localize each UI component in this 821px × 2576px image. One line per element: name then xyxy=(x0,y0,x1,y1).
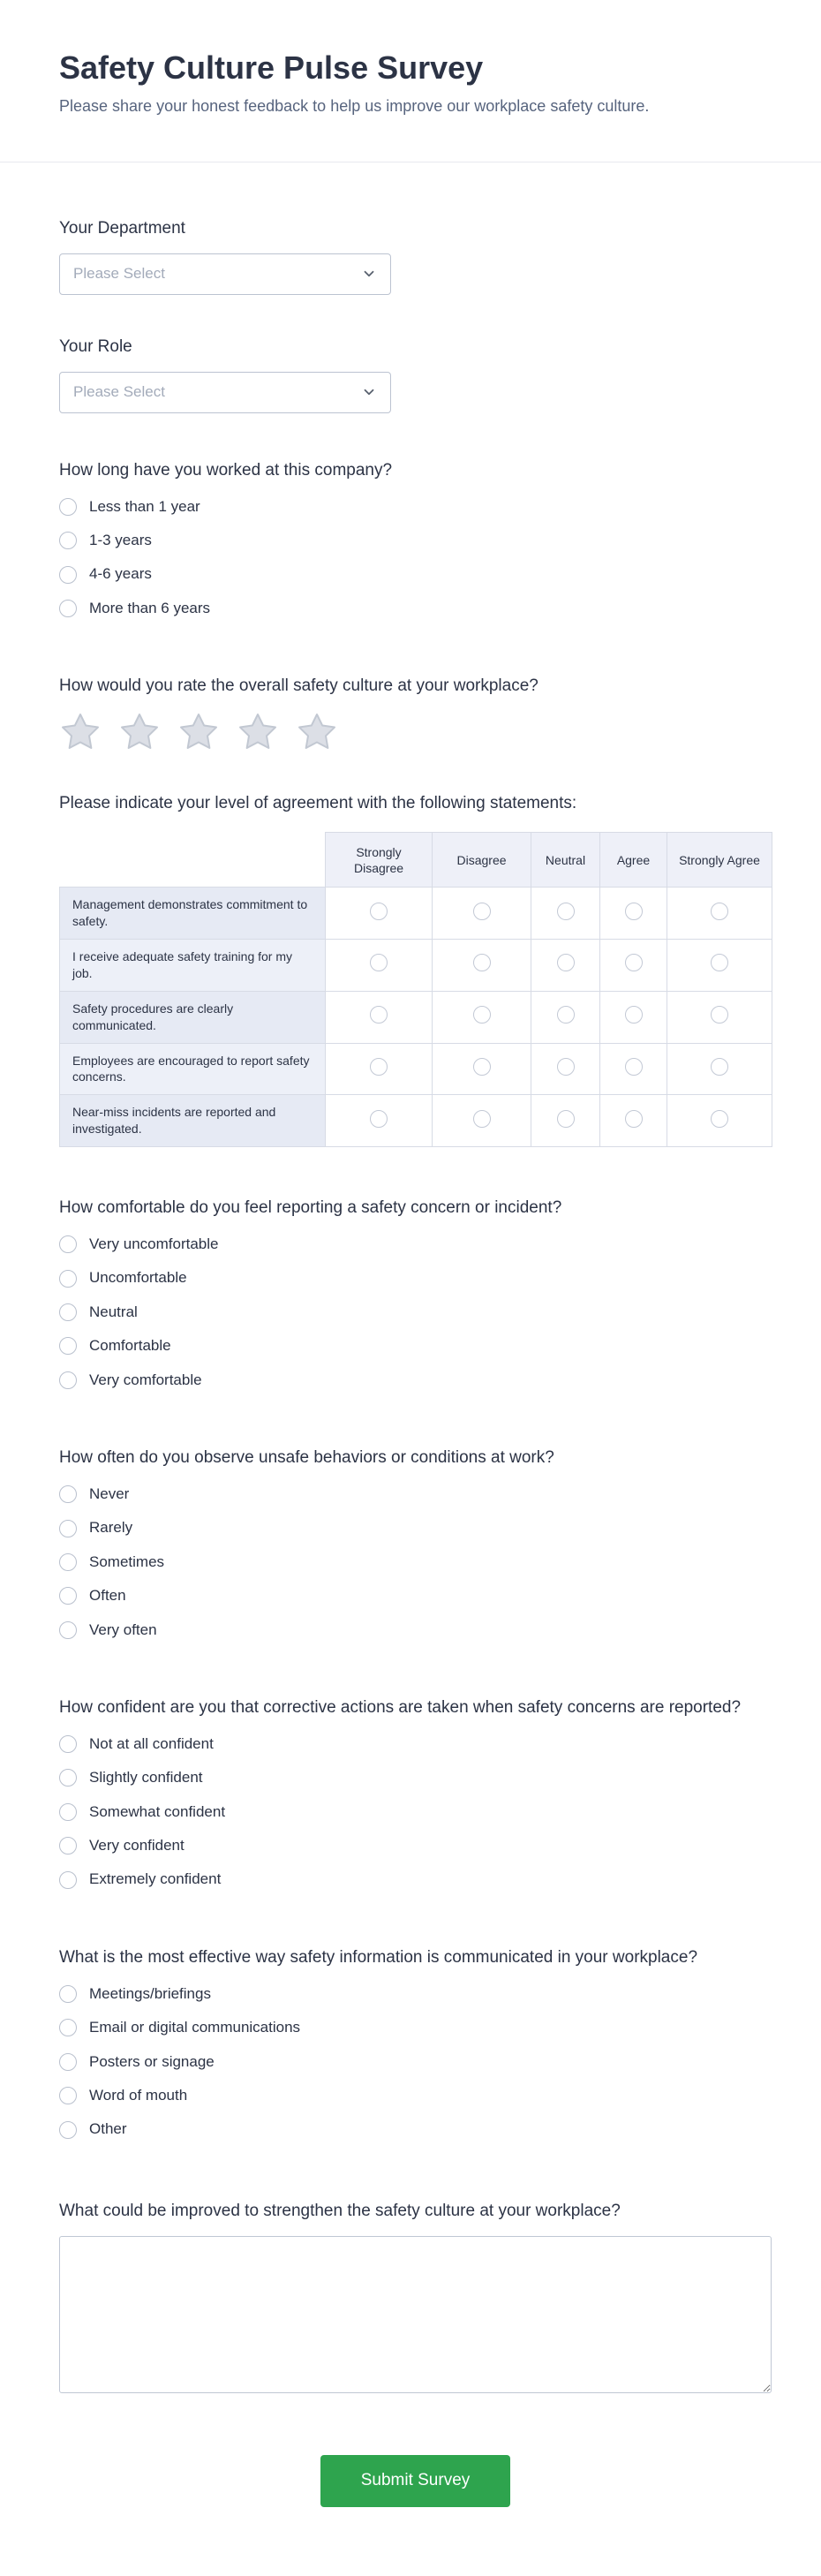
option-label: Often xyxy=(89,1587,126,1605)
radio-option-confidence-1[interactable] xyxy=(59,1761,203,1794)
radio-option-frequency-1[interactable] xyxy=(59,1511,132,1545)
radio-button[interactable] xyxy=(370,1058,388,1076)
radio-button[interactable] xyxy=(59,1270,77,1288)
radio-option-tenure-1[interactable] xyxy=(59,524,152,557)
overall-rating-label: How would you rate the overall safety culture at your workplace? xyxy=(59,676,539,696)
radio-button[interactable] xyxy=(59,1871,77,1889)
matrix-cell[interactable] xyxy=(600,939,667,991)
radio-button[interactable] xyxy=(711,1058,728,1076)
question-agreement-matrix xyxy=(59,792,772,1147)
radio-option-comfort-4[interactable] xyxy=(59,1364,202,1397)
chevron-down-icon xyxy=(361,384,377,400)
question-unsafe-frequency xyxy=(59,1447,772,1647)
radio-button[interactable] xyxy=(59,2087,77,2104)
option-label: 1-3 years xyxy=(89,532,152,549)
option-label: Not at all confident xyxy=(89,1734,214,1752)
radio-button[interactable] xyxy=(59,1803,77,1821)
matrix-cell[interactable] xyxy=(326,939,433,991)
matrix-cell[interactable] xyxy=(326,1095,433,1147)
radio-option-frequency-4[interactable] xyxy=(59,1613,157,1647)
agreement-matrix xyxy=(59,832,772,1147)
matrix-column-header: Disagree xyxy=(433,833,531,888)
radio-button[interactable] xyxy=(59,600,77,617)
radio-option-communication-0[interactable] xyxy=(59,1977,211,2011)
radio-option-communication-4[interactable] xyxy=(59,2112,127,2146)
radio-option-frequency-2[interactable] xyxy=(59,1545,164,1579)
survey-form xyxy=(0,162,821,2534)
radio-button[interactable] xyxy=(473,1110,491,1128)
star-icon[interactable] xyxy=(177,711,220,753)
matrix-cell[interactable] xyxy=(531,1095,600,1147)
option-label: Rarely xyxy=(89,1519,133,1537)
matrix-cell[interactable] xyxy=(667,888,772,940)
option-label: Posters or signage xyxy=(89,2052,215,2070)
radio-button[interactable] xyxy=(473,1006,491,1024)
matrix-row xyxy=(60,1043,772,1095)
matrix-row xyxy=(60,991,772,1043)
radio-button[interactable] xyxy=(59,1553,77,1571)
matrix-cell[interactable] xyxy=(326,1043,433,1095)
option-label: Very uncomfortable xyxy=(89,1235,219,1253)
matrix-cell[interactable] xyxy=(531,888,600,940)
chevron-down-icon xyxy=(361,266,377,282)
option-label: Email or digital communications xyxy=(89,2019,301,2036)
matrix-cell[interactable] xyxy=(600,991,667,1043)
matrix-column-header: Strongly Disagree xyxy=(326,833,433,888)
matrix-cell[interactable] xyxy=(326,991,433,1043)
matrix-cell[interactable] xyxy=(600,1043,667,1095)
radio-button[interactable] xyxy=(59,1485,77,1503)
radio-button[interactable] xyxy=(625,1058,643,1076)
radio-option-confidence-0[interactable] xyxy=(59,1727,214,1761)
matrix-cell[interactable] xyxy=(433,888,531,940)
radio-button[interactable] xyxy=(59,2053,77,2071)
radio-button[interactable] xyxy=(59,1303,77,1321)
matrix-row-label: Employees are encouraged to report safety concerns. xyxy=(60,1043,326,1095)
radio-option-comfort-0[interactable] xyxy=(59,1228,218,1261)
radio-button[interactable] xyxy=(557,1058,575,1076)
matrix-column-header: Strongly Agree xyxy=(667,833,772,888)
radio-option-tenure-3[interactable] xyxy=(59,592,210,625)
star-rating[interactable] xyxy=(59,711,772,753)
matrix-cell[interactable] xyxy=(433,1095,531,1147)
radio-button[interactable] xyxy=(59,2019,77,2036)
radio-option-confidence-2[interactable] xyxy=(59,1795,225,1829)
star-icon[interactable] xyxy=(118,711,161,753)
question-comfort-reporting xyxy=(59,1197,772,1397)
matrix-row-label: Management demonstrates commitment to safety. xyxy=(60,888,326,940)
matrix-cell[interactable] xyxy=(667,991,772,1043)
radio-button[interactable] xyxy=(370,954,388,971)
matrix-header-row xyxy=(60,833,772,888)
radio-button[interactable] xyxy=(557,1110,575,1128)
option-label: Very often xyxy=(89,1620,157,1638)
radio-button[interactable] xyxy=(473,954,491,971)
radio-option-tenure-0[interactable] xyxy=(59,490,200,524)
form-header xyxy=(0,0,821,162)
matrix-row-label: Near-miss incidents are reported and investigated. xyxy=(60,1095,326,1147)
matrix-row xyxy=(60,1095,772,1147)
agreement-matrix-label: Please indicate your level of agreement with the following statements: xyxy=(59,794,577,813)
matrix-row-label: Safety procedures are clearly communicated. xyxy=(60,991,326,1043)
radio-button[interactable] xyxy=(557,954,575,971)
radio-button[interactable] xyxy=(59,1337,77,1355)
department-select-placeholder: Please Select xyxy=(73,265,165,283)
matrix-row-label: I receive adequate safety training for my job. xyxy=(60,939,326,991)
radio-button[interactable] xyxy=(625,954,643,971)
option-label: Meetings/briefings xyxy=(89,1984,211,2002)
radio-button[interactable] xyxy=(473,1058,491,1076)
radio-button[interactable] xyxy=(59,532,77,549)
radio-button[interactable] xyxy=(557,903,575,920)
radio-option-tenure-2[interactable] xyxy=(59,557,152,591)
matrix-cell[interactable] xyxy=(667,1095,772,1147)
star-icon[interactable] xyxy=(59,711,102,753)
radio-button[interactable] xyxy=(370,903,388,920)
matrix-cell[interactable] xyxy=(667,939,772,991)
matrix-cell[interactable] xyxy=(600,1095,667,1147)
role-select-placeholder: Please Select xyxy=(73,383,165,401)
radio-button[interactable] xyxy=(557,1006,575,1024)
option-label: Comfortable xyxy=(89,1337,171,1355)
improvement-textarea[interactable] xyxy=(59,2236,772,2393)
radio-button[interactable] xyxy=(59,1985,77,2003)
option-label: Extremely confident xyxy=(89,1870,222,1888)
radio-option-comfort-2[interactable] xyxy=(59,1296,138,1329)
radio-button[interactable] xyxy=(59,1837,77,1855)
matrix-cell[interactable] xyxy=(433,991,531,1043)
radio-option-communication-1[interactable] xyxy=(59,2011,300,2044)
radio-button[interactable] xyxy=(59,1235,77,1253)
question-corrective-confidence xyxy=(59,1696,772,1897)
matrix-column-header: Agree xyxy=(600,833,667,888)
option-label: Less than 1 year xyxy=(89,497,200,515)
radio-option-comfort-3[interactable] xyxy=(59,1329,171,1363)
page-subtitle: Please share your honest feedback to help us improve our workplace safety culture. xyxy=(59,97,650,116)
submit-button[interactable]: Submit Survey xyxy=(320,2455,511,2507)
option-label: Uncomfortable xyxy=(89,1269,187,1287)
radio-button[interactable] xyxy=(625,903,643,920)
option-label: Never xyxy=(89,1484,130,1502)
radio-button[interactable] xyxy=(59,566,77,584)
submit-row xyxy=(59,2455,772,2507)
matrix-row xyxy=(60,939,772,991)
radio-button[interactable] xyxy=(625,1006,643,1024)
corrective-confidence-label: How confident are you that corrective actions are taken when safety concerns are reported? xyxy=(59,1697,742,1717)
matrix-cell[interactable] xyxy=(433,1043,531,1095)
radio-button[interactable] xyxy=(59,1587,77,1605)
radio-button[interactable] xyxy=(711,1006,728,1024)
radio-button[interactable] xyxy=(370,1006,388,1024)
option-label: Neutral xyxy=(89,1303,138,1320)
radio-button[interactable] xyxy=(59,498,77,516)
question-communication-method xyxy=(59,1946,772,2147)
question-improvement xyxy=(59,2200,772,2393)
radio-button[interactable] xyxy=(59,1371,77,1389)
role-select[interactable] xyxy=(59,372,391,413)
question-department xyxy=(59,217,772,295)
department-select[interactable] xyxy=(59,253,391,295)
option-label: 4-6 years xyxy=(89,565,152,583)
radio-button[interactable] xyxy=(711,903,728,920)
option-label: More than 6 years xyxy=(89,599,211,616)
matrix-cell[interactable] xyxy=(531,1043,600,1095)
radio-option-comfort-1[interactable] xyxy=(59,1261,187,1295)
matrix-cell[interactable] xyxy=(600,888,667,940)
matrix-column-header: Neutral xyxy=(531,833,600,888)
matrix-cell[interactable] xyxy=(531,991,600,1043)
communication-method-label: What is the most effective way safety information is communicated in your workplace? xyxy=(59,1947,698,1967)
radio-button[interactable] xyxy=(59,1520,77,1537)
radio-button[interactable] xyxy=(473,903,491,920)
tenure-label: How long have you worked at this company? xyxy=(59,460,393,480)
radio-button[interactable] xyxy=(59,1735,77,1753)
option-label: Slightly confident xyxy=(89,1769,203,1787)
radio-button[interactable] xyxy=(625,1110,643,1128)
option-label: Somewhat confident xyxy=(89,1802,226,1820)
matrix-cell[interactable] xyxy=(326,888,433,940)
option-label: Very comfortable xyxy=(89,1371,202,1388)
improvement-label: What could be improved to strengthen the safety culture at your workplace? xyxy=(59,2201,621,2220)
star-icon[interactable] xyxy=(296,711,338,753)
option-label: Other xyxy=(89,2120,127,2138)
matrix-corner-cell xyxy=(60,833,326,888)
matrix-cell[interactable] xyxy=(433,939,531,991)
matrix-cell[interactable] xyxy=(531,939,600,991)
radio-button[interactable] xyxy=(711,1110,728,1128)
question-tenure xyxy=(59,459,772,626)
option-label: Sometimes xyxy=(89,1552,165,1570)
matrix-row xyxy=(60,888,772,940)
radio-button[interactable] xyxy=(59,2121,77,2139)
radio-option-communication-2[interactable] xyxy=(59,2045,215,2079)
radio-button[interactable] xyxy=(711,954,728,971)
unsafe-frequency-label: How often do you observe unsafe behaviors or conditions at work? xyxy=(59,1448,554,1468)
question-overall-rating xyxy=(59,675,772,753)
radio-option-frequency-0[interactable] xyxy=(59,1477,129,1511)
option-label: Very confident xyxy=(89,1837,185,1855)
radio-button[interactable] xyxy=(59,1769,77,1787)
matrix-cell[interactable] xyxy=(667,1043,772,1095)
page-title: Safety Culture Pulse Survey xyxy=(59,49,484,86)
radio-button[interactable] xyxy=(59,1621,77,1639)
comfort-reporting-label: How comfortable do you feel reporting a safety concern or incident? xyxy=(59,1198,562,1218)
department-label: Your Department xyxy=(59,218,185,238)
star-icon[interactable] xyxy=(237,711,279,753)
role-label: Your Role xyxy=(59,336,132,356)
question-role xyxy=(59,336,772,413)
option-label: Word of mouth xyxy=(89,2087,188,2104)
radio-button[interactable] xyxy=(370,1110,388,1128)
radio-option-confidence-4[interactable] xyxy=(59,1862,221,1896)
radio-option-communication-3[interactable] xyxy=(59,2079,187,2112)
radio-option-frequency-3[interactable] xyxy=(59,1579,126,1613)
radio-option-confidence-3[interactable] xyxy=(59,1829,185,1862)
